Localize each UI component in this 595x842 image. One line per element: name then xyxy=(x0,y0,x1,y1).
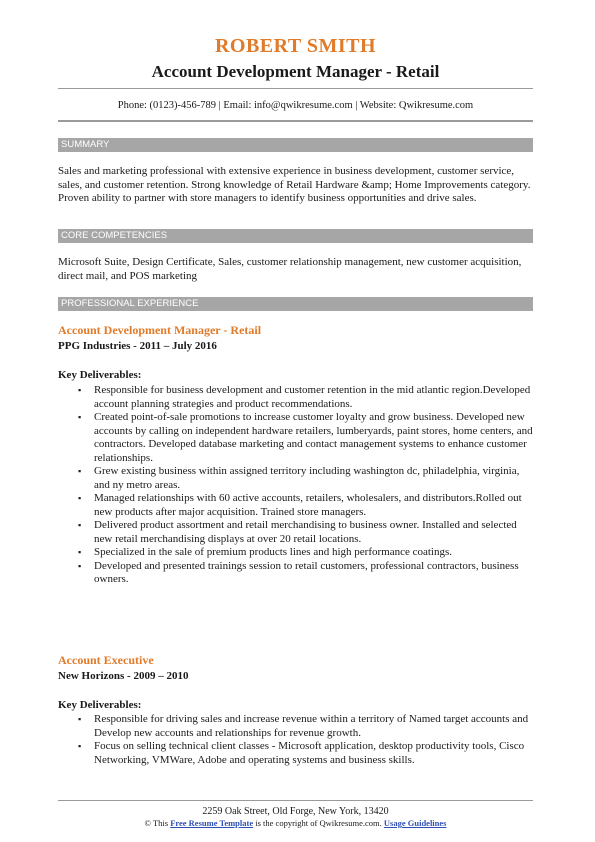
header-divider-top xyxy=(58,88,533,89)
list-item: ▪ Responsible for driving sales and increase revenue within a territory of Named target accounts and Develop new accounts and relationships for revenue growth. xyxy=(78,713,529,739)
square-bullet-icon: ▪ xyxy=(78,560,82,571)
list-item: ▪ Developed and presented trainings session to retail customers, professional contractors, business owners. xyxy=(78,559,519,585)
section-heading-summary: SUMMARY xyxy=(58,138,533,152)
deliverables-list xyxy=(75,384,533,587)
list-item: ▪ Delivered product assortment and retail merchandising to business owner. Installed and selected new retail merchandising displays at over 20 retail locations. xyxy=(78,519,517,545)
square-bullet-icon: ▪ xyxy=(78,493,82,503)
square-bullet-icon: ▪ xyxy=(78,714,82,724)
job-company: PPG Industries - 2011 – July 2016 xyxy=(58,340,217,352)
square-bullet-icon: ▪ xyxy=(78,412,82,422)
competencies-text: Microsoft Suite, Design Certificate, Sales, customer relationship management, new customer acquisition, direct mail, and POS marketing xyxy=(58,256,522,282)
list-item: ▪ Responsible for business development and customer retention in the mid atlantic region.Developed account planning strategies and product recommendations. xyxy=(78,384,531,410)
footer-copyright: © This Free Resume Template is the copyright of Qwikresume.com. Usage Guidelines xyxy=(144,818,447,828)
list-item: ▪ Created point-of-sale promotions to increase customer loyalty and grow business. Developed new accounts by calling on independent hardware retailers, lumberyards, paint stores, home centers, and contractors. Developed database marketing and contact management systems to enhance customer relationships. xyxy=(78,411,533,464)
square-bullet-icon: ▪ xyxy=(78,520,82,530)
usage-guidelines-link[interactable]: Usage Guidelines xyxy=(383,818,447,828)
contact-line: Phone: (0123)-456-789 | Email: info@qwikresume.com | Website: Qwikresume.com xyxy=(117,100,474,111)
list-item: ▪ Specialized in the sale of premium products lines and high performance coatings. xyxy=(78,546,452,558)
square-bullet-icon: ▪ xyxy=(78,741,82,751)
job-title: Account Development Manager - Retail xyxy=(58,323,262,337)
candidate-name: ROBERT SMITH xyxy=(214,35,377,57)
footer-divider xyxy=(58,800,533,801)
job-title: Account Executive xyxy=(58,653,154,667)
candidate-title: Account Development Manager - Retail xyxy=(151,62,440,81)
free-resume-template-link[interactable]: Free Resume Template xyxy=(170,818,254,828)
header-divider-bottom xyxy=(58,120,533,122)
deliverables-list xyxy=(75,713,533,767)
footer-address: 2259 Oak Street, Old Forge, New York, 13420 xyxy=(202,806,389,817)
section-heading-competencies: CORE COMPETENCIES xyxy=(58,229,533,243)
list-item: ▪ Focus on selling technical client classes - Microsoft application, desktop productivity tools, Cisco Networking, VMWare, Adobe and operating systems and business skills. xyxy=(78,740,525,766)
square-bullet-icon: ▪ xyxy=(78,466,82,476)
square-bullet-icon: ▪ xyxy=(78,547,82,557)
summary-text: Sales and marketing professional with extensive experience in business development, customer service, sales, and customer retention. Strong knowledge of Retail Hardware &amp; Home Improvements category. Proven ability to partner with store managers to identify business opportunities and drive sales. xyxy=(58,165,531,204)
list-item: ▪ Grew existing business within assigned territory including washington dc, philadelphia, virginia, and ny metro areas. xyxy=(78,465,520,491)
square-bullet-icon: ▪ xyxy=(78,385,82,395)
list-item: ▪ Managed relationships with 60 active accounts, retailers, wholesalers, and distributors.Rolled out new products after major acquisition. Trained store managers. xyxy=(78,492,522,518)
deliverables-label: Key Deliverables: xyxy=(58,699,142,711)
section-heading-experience: PROFESSIONAL EXPERIENCE xyxy=(58,297,533,311)
deliverables-label: Key Deliverables: xyxy=(58,369,142,381)
job-company: New Horizons - 2009 – 2010 xyxy=(58,670,189,682)
